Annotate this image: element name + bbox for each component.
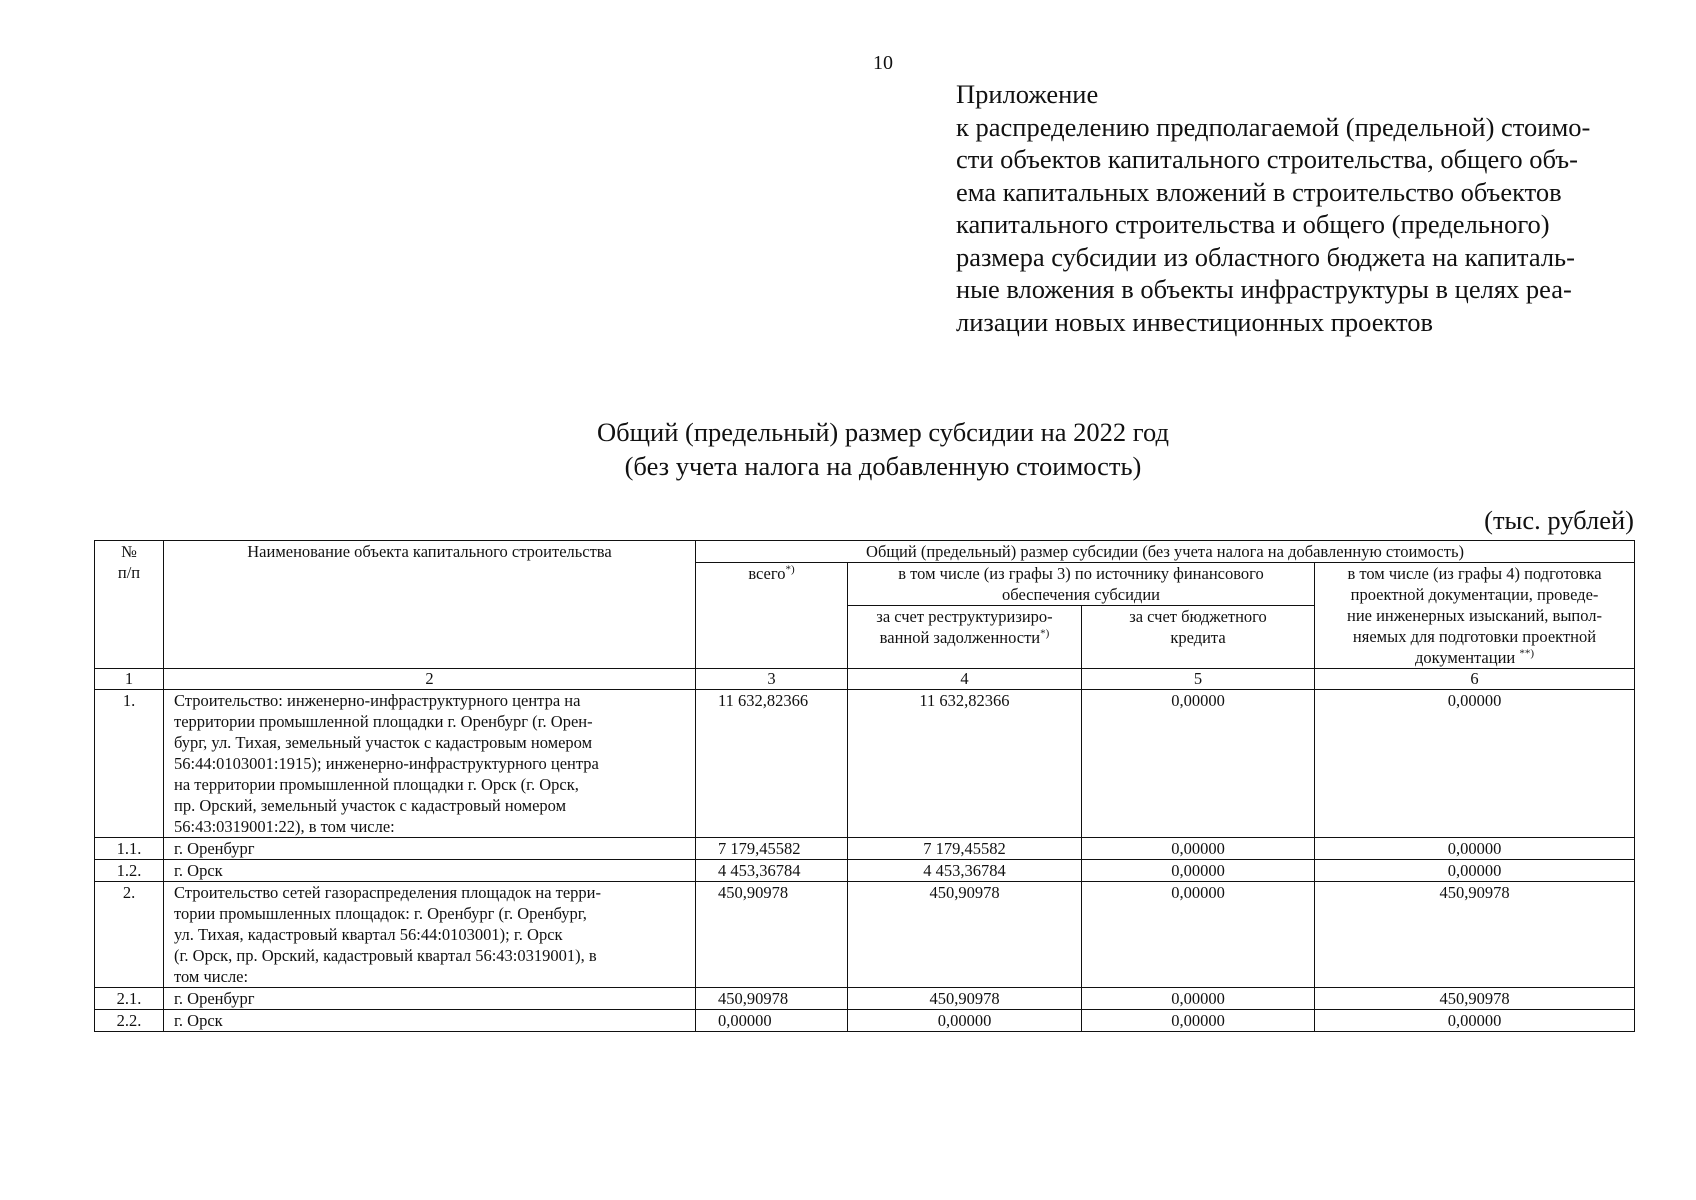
column-number: 5 xyxy=(1082,669,1315,690)
restructured-value: 450,90978 xyxy=(848,988,1082,1010)
total-value: 0,00000 xyxy=(696,1010,848,1032)
total-value: 450,90978 xyxy=(696,882,848,988)
column-number: 6 xyxy=(1315,669,1635,690)
row-number: 1.2. xyxy=(95,860,164,882)
header-name: Наименование объекта капитального строительства xyxy=(164,541,696,669)
total-value: 4 453,36784 xyxy=(696,860,848,882)
header-row-1 xyxy=(95,541,1635,563)
total-value: 450,90978 xyxy=(696,988,848,1010)
object-name-line: том числе: xyxy=(174,967,249,986)
header-restructured: за счет реструктуризиро- ванной задолженности*) xyxy=(848,606,1082,669)
row-number: 2.1. xyxy=(95,988,164,1010)
appendix-line: размера субсидии из областного бюджета на капиталь- xyxy=(956,241,1575,272)
budget-credit-value: 0,00000 xyxy=(1082,882,1315,988)
restructured-value: 450,90978 xyxy=(848,882,1082,988)
table-row xyxy=(95,838,1635,860)
object-name-line: г. Оренбург xyxy=(174,989,255,1008)
row-number: 2. xyxy=(95,882,164,988)
design-value: 0,00000 xyxy=(1315,1010,1635,1032)
budget-credit-value: 0,00000 xyxy=(1082,988,1315,1010)
document-title xyxy=(0,415,1696,483)
object-name-line: (г. Орск, пр. Орский, кадастровый квартал 56:43:0319001), в xyxy=(174,946,597,965)
row-number: 1.1. xyxy=(95,838,164,860)
object-name-line: г. Оренбург xyxy=(174,839,255,858)
appendix-line: Приложение xyxy=(956,79,1099,109)
header-design: в том числе (из графы 4) подготовка проектной документации, проведе- ние инженерных изысканий, выпол- няемых для подготовки проектной документации **) xyxy=(1315,563,1635,669)
budget-credit-value: 0,00000 xyxy=(1082,838,1315,860)
object-name xyxy=(164,838,696,860)
title-line-2: (без учета налога на добавленную стоимость) xyxy=(624,451,1142,481)
object-name-line: г. Орск xyxy=(174,861,223,880)
table-row xyxy=(95,1010,1635,1032)
restructured-value: 11 632,82366 xyxy=(848,690,1082,838)
appendix-line: сти объектов капитального строительства, общего объ- xyxy=(956,144,1578,174)
object-name xyxy=(164,882,696,988)
row-number: 2.2. xyxy=(95,1010,164,1032)
design-value: 0,00000 xyxy=(1315,690,1635,838)
column-number: 4 xyxy=(848,669,1082,690)
table-row xyxy=(95,882,1635,988)
header-num: № п/п xyxy=(95,541,164,669)
column-number: 3 xyxy=(696,669,848,690)
object-name-line: 56:43:0319001:22), в том числе: xyxy=(174,817,395,836)
subsidy-table xyxy=(94,540,1635,1032)
appendix-block xyxy=(956,78,1646,338)
restructured-value: 4 453,36784 xyxy=(848,860,1082,882)
object-name-line: на территории промышленной площадки г. Орск (г. Орск, xyxy=(174,775,579,794)
object-name xyxy=(164,1010,696,1032)
restructured-value: 0,00000 xyxy=(848,1010,1082,1032)
object-name-line: ул. Тихая, кадастровый квартал 56:44:0103001); г. Орск xyxy=(174,925,563,944)
budget-credit-value: 0,00000 xyxy=(1082,690,1315,838)
table-row xyxy=(95,988,1635,1010)
budget-credit-value: 0,00000 xyxy=(1082,860,1315,882)
design-value: 0,00000 xyxy=(1315,838,1635,860)
object-name-line: тории промышленных площадок: г. Оренбург (г. Оренбург, xyxy=(174,904,587,923)
design-value: 450,90978 xyxy=(1315,882,1635,988)
object-name-line: территории промышленной площадки г. Оренбург (г. Орен- xyxy=(174,712,593,731)
object-name xyxy=(164,690,696,838)
header-group-title: Общий (предельный) размер субсидии (без учета налога на добавленную стоимость) xyxy=(696,541,1635,563)
column-number: 2 xyxy=(164,669,696,690)
page-number: 10 xyxy=(873,52,893,74)
appendix-line: к распределению предполагаемой (предельной) стоимо- xyxy=(956,111,1591,142)
restructured-value: 7 179,45582 xyxy=(848,838,1082,860)
object-name xyxy=(164,988,696,1010)
object-name-line: г. Орск xyxy=(174,1011,223,1030)
header-budget-credit: за счет бюджетного кредита xyxy=(1082,606,1315,669)
table-row xyxy=(95,860,1635,882)
header-sources: в том числе (из графы 3) по источнику финансового обеспечения субсидии xyxy=(848,563,1315,606)
column-number: 1 xyxy=(95,669,164,690)
budget-credit-value: 0,00000 xyxy=(1082,1010,1315,1032)
units-label: (тыс. рублей) xyxy=(1484,505,1634,535)
object-name-line: 56:44:0103001:1915); инженерно-инфраструктурного центра xyxy=(174,754,599,773)
object-name-line: пр. Орский, земельный участок с кадастровый номером xyxy=(174,796,567,815)
total-value: 7 179,45582 xyxy=(696,838,848,860)
column-numbers-row xyxy=(95,669,1635,690)
table-row xyxy=(95,690,1635,838)
row-number: 1. xyxy=(95,690,164,838)
object-name-line: Строительство сетей газораспределения площадок на терри- xyxy=(174,883,602,902)
appendix-line: капитального строительства и общего (предельного) xyxy=(956,209,1550,239)
header-total: всего*) xyxy=(696,563,848,669)
object-name-line: бург, ул. Тихая, земельный участок с кадастровым номером xyxy=(174,733,593,752)
appendix-line: ема капитальных вложений в строительство объектов xyxy=(956,176,1562,207)
design-value: 0,00000 xyxy=(1315,860,1635,882)
design-value: 450,90978 xyxy=(1315,988,1635,1010)
appendix-line: лизации новых инвестиционных проектов xyxy=(956,306,1434,337)
object-name xyxy=(164,860,696,882)
title-line-1: Общий (предельный) размер субсидии на 2022 год xyxy=(597,417,1169,447)
total-value: 11 632,82366 xyxy=(696,690,848,838)
object-name-line: Строительство: инженерно-инфраструктурного центра на xyxy=(174,691,581,710)
appendix-line: ные вложения в объекты инфраструктуры в целях реа- xyxy=(956,274,1572,304)
